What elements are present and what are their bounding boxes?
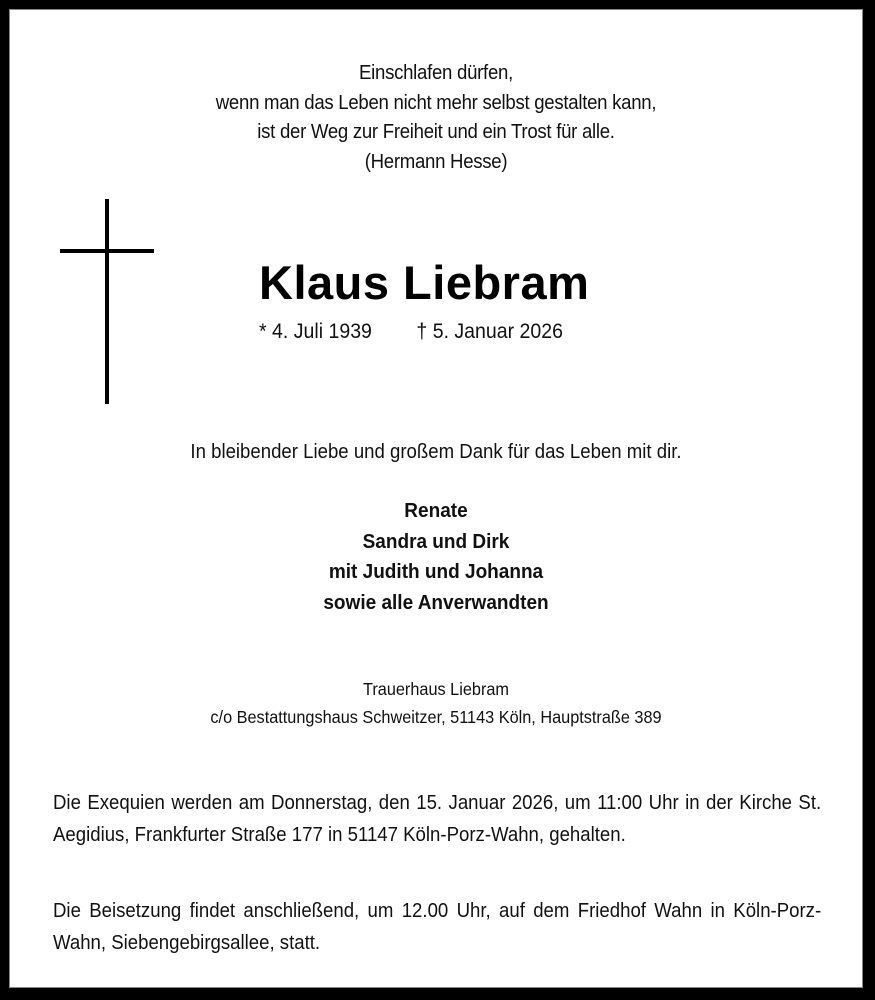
quote-line: Einschlafen dürfen, (359, 62, 513, 84)
birth-date: * 4. Juli 1939 (259, 320, 372, 343)
cross-icon-horizontal-bar (60, 249, 154, 253)
death-date: † 5. Januar 2026 (416, 320, 564, 343)
mourner-line: Sandra und Dirk (362, 530, 510, 553)
mourning-address (39, 675, 833, 731)
memorial-quote (39, 59, 833, 177)
dedication-text: In bleibender Liebe und großem Dank für das Leben mit dir. (190, 441, 682, 463)
burial-info (53, 895, 821, 959)
quote-author: (Hermann Hesse) (364, 150, 508, 173)
deceased-name: Klaus Liebram (259, 256, 590, 309)
requiem-text: Die Exequien werden am Donnerstag, den 15. Januar 2026, um 11:00 Uhr in der Kirche St. Aegidius, Frankfurter Straße 177 in 51147 Köln-Porz-Wahn, gehalten. (53, 792, 822, 846)
quote-line: ist der Weg zur Freiheit und ein Trost für alle. (257, 121, 615, 143)
cross-icon-vertical-bar (105, 199, 109, 404)
life-dates (259, 319, 563, 345)
mourning-house-name: Trauerhaus Liebram (363, 679, 509, 699)
burial-text: Die Beisetzung findet anschließend, um 12.00 Uhr, auf dem Friedhof Wahn in Köln-Porz-Wahn, Siebengebirgsallee, statt. (53, 900, 822, 954)
mourner-line: Renate (404, 500, 468, 522)
obituary-card (9, 9, 863, 988)
mourning-house-address: c/o Bestattungshaus Schweitzer, 51143 Köln, Hauptstraße 389 (210, 707, 662, 727)
quote-line: wenn man das Leben nicht mehr selbst gestalten kann, (215, 91, 657, 114)
mourner-line: mit Judith und Johanna (328, 561, 544, 583)
mourners-list (30, 496, 841, 618)
requiem-info (53, 787, 821, 851)
mourner-line: sowie alle Anverwandten (323, 591, 549, 614)
